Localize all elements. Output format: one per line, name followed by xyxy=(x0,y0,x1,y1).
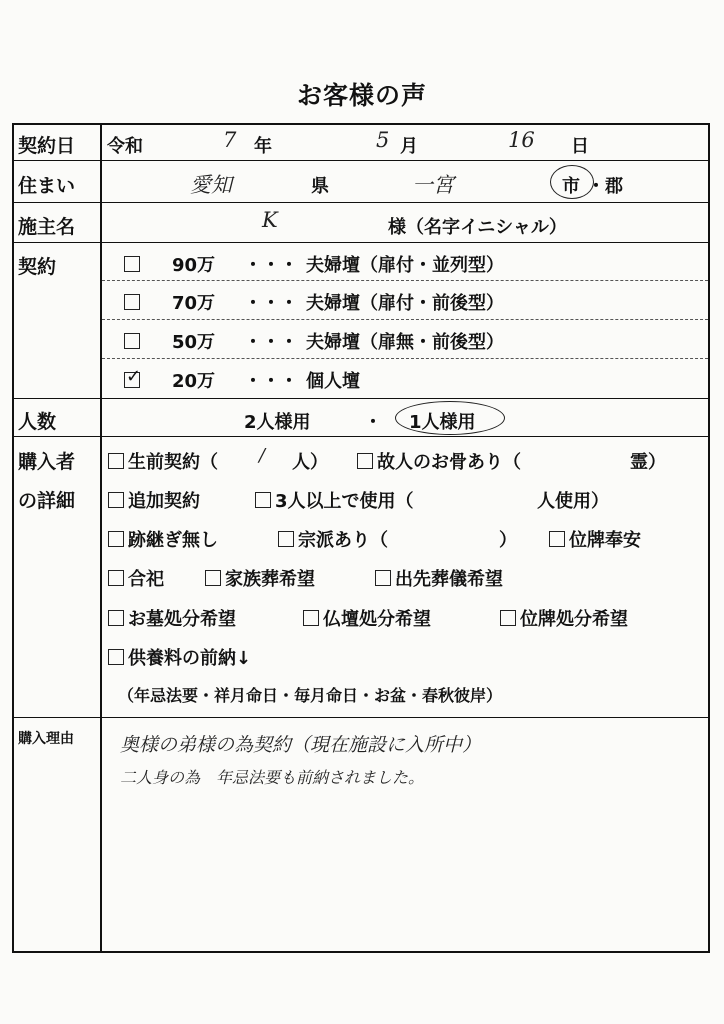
option-dots: ・・・ xyxy=(244,332,298,353)
detail-memorial-list: （年忌法要・祥月命日・毎月命日・お盆・春秋彼岸） xyxy=(118,686,503,705)
checkbox[interactable] xyxy=(108,570,124,586)
prefecture-unit: 県 xyxy=(311,176,329,197)
row-divider xyxy=(14,436,708,437)
contract-option[interactable] xyxy=(124,327,584,355)
count-label: 人数 xyxy=(18,411,57,433)
contract-label: 契約 xyxy=(18,256,57,278)
row-divider xyxy=(14,398,708,399)
detail-prepay[interactable]: 供養料の前納↓ xyxy=(108,644,251,670)
page-title: お客様の声 xyxy=(296,81,427,110)
detail-sect[interactable]: 宗派あり（ xyxy=(278,526,388,552)
pre-contract-count: / xyxy=(259,445,266,466)
option-name: 個人壇 xyxy=(306,371,360,392)
day-unit: 日 xyxy=(571,136,589,157)
detail-three-plus[interactable]: 3人以上で使用（ xyxy=(255,487,414,513)
detail-remains[interactable]: 故人のお骨あり（ xyxy=(357,448,521,474)
checkbox[interactable] xyxy=(303,610,319,626)
row-divider-dashed xyxy=(102,319,708,320)
name-suffix: 様（名字イニシャル） xyxy=(388,217,567,238)
detail-no-heir[interactable]: 跡継ぎ無し xyxy=(108,526,218,552)
row-divider xyxy=(14,242,708,243)
option-price: 20万 xyxy=(172,371,216,392)
detail-pre-contract-unit: 人） xyxy=(292,452,328,473)
checkbox[interactable] xyxy=(255,492,271,508)
option-name: 夫婦壇（扉無・前後型） xyxy=(306,332,504,353)
name-label: 施主名 xyxy=(18,216,76,238)
year-unit: 年 xyxy=(254,136,272,157)
era: 令和 xyxy=(107,136,143,157)
row-divider xyxy=(14,717,708,718)
reason-label: 購入理由 xyxy=(18,731,74,747)
contract-option[interactable] xyxy=(124,288,584,316)
detail-altar-disposal[interactable]: 仏壇処分希望 xyxy=(303,605,431,631)
option-price: 50万 xyxy=(172,332,216,353)
option-price: 90万 xyxy=(172,255,216,276)
detail-three-plus-unit: 人使用） xyxy=(537,491,609,512)
detail-grave-disposal[interactable]: お墓処分希望 xyxy=(108,605,236,631)
label-column-divider xyxy=(100,125,102,951)
prefecture-value: 愛知 xyxy=(190,173,232,197)
detail-additional[interactable]: 追加契約 xyxy=(108,487,200,513)
checkbox[interactable] xyxy=(357,453,373,469)
checkbox[interactable] xyxy=(278,531,294,547)
row-divider xyxy=(14,160,708,161)
year-value: 7 xyxy=(223,128,237,152)
reason-handwritten-line2: 二人身の為 年忌法要も前納されました。 xyxy=(120,768,425,787)
reason-handwritten-line1: 奥様の弟様の為契約（現在施設に入所中） xyxy=(120,734,482,756)
option-name: 夫婦壇（扉付・前後型） xyxy=(306,293,504,314)
contract-option[interactable] xyxy=(124,250,584,278)
checkmark-icon: ✓ xyxy=(126,366,142,387)
checkbox[interactable] xyxy=(124,333,140,349)
checkbox[interactable] xyxy=(108,649,124,665)
contract-option[interactable] xyxy=(124,366,584,394)
checkbox[interactable] xyxy=(108,531,124,547)
checkbox[interactable] xyxy=(205,570,221,586)
details-label-line2: の詳細 xyxy=(18,490,76,512)
checkbox[interactable] xyxy=(124,256,140,272)
checkbox[interactable] xyxy=(124,294,140,310)
checkbox[interactable] xyxy=(108,453,124,469)
checkbox[interactable] xyxy=(500,610,516,626)
count-separator: ・ xyxy=(364,412,382,433)
detail-ihai-disposal[interactable]: 位牌処分希望 xyxy=(500,605,628,631)
detail-sect-close: ） xyxy=(499,530,517,551)
count-option-one: 1人様用 xyxy=(409,412,476,433)
detail-pre-contract[interactable]: 生前契約（ xyxy=(108,448,218,474)
checkbox[interactable] xyxy=(549,531,565,547)
district-unit: ・郡 xyxy=(587,176,623,197)
detail-outside-funeral[interactable]: 出先葬儀希望 xyxy=(375,565,503,591)
checkbox[interactable] xyxy=(375,570,391,586)
name-initial: K xyxy=(262,208,278,232)
month-value: 5 xyxy=(376,128,390,152)
address-label: 住まい xyxy=(18,175,76,197)
row-divider-dashed xyxy=(102,280,708,281)
option-price: 70万 xyxy=(172,293,216,314)
city-unit: 市 xyxy=(562,176,580,197)
option-dots: ・・・ xyxy=(244,293,298,314)
checkbox[interactable] xyxy=(108,610,124,626)
option-dots: ・・・ xyxy=(244,255,298,276)
option-dots: ・・・ xyxy=(244,371,298,392)
detail-remains-unit: 霊） xyxy=(630,452,666,473)
day-value: 16 xyxy=(508,128,535,152)
checkbox[interactable] xyxy=(108,492,124,508)
detail-ihai[interactable]: 位牌奉安 xyxy=(549,526,641,552)
detail-family-funeral[interactable]: 家族葬希望 xyxy=(205,565,315,591)
row-divider xyxy=(14,202,708,203)
count-selected-circle xyxy=(395,401,505,435)
row-divider-dashed xyxy=(102,358,708,359)
details-label-line1: 購入者 xyxy=(18,451,76,473)
option-name: 夫婦壇（扉付・並列型） xyxy=(306,255,504,276)
count-option-two: 2人様用 xyxy=(244,412,311,433)
month-unit: 月 xyxy=(400,136,418,157)
date-label: 契約日 xyxy=(18,135,76,157)
city-value: 一宮 xyxy=(412,173,454,197)
checkbox-checked[interactable] xyxy=(124,366,142,388)
detail-joint-burial[interactable]: 合祀 xyxy=(108,565,164,591)
customer-voice-form xyxy=(12,123,710,953)
